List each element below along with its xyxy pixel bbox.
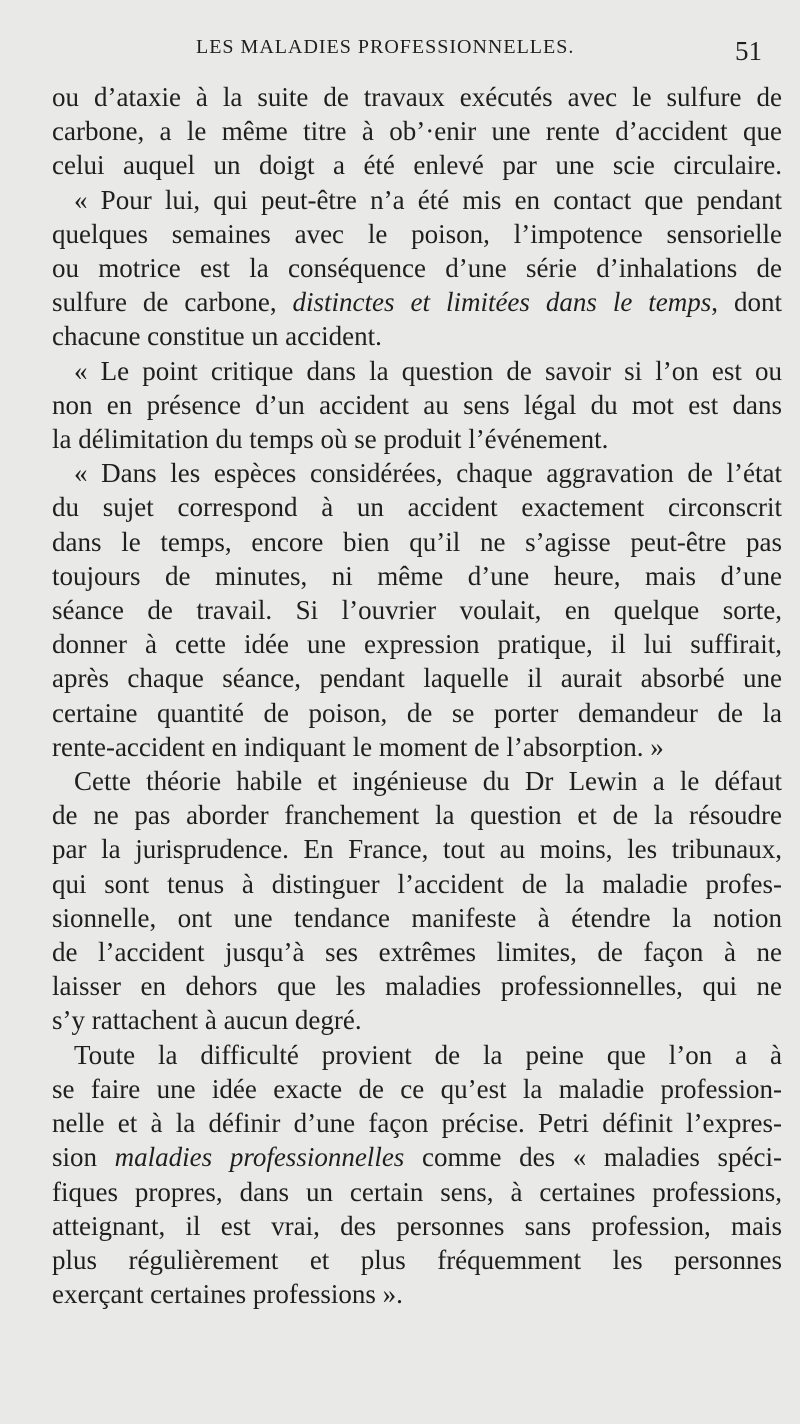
text-line: ou d’ataxie à la suite de travaux exécutés avec le sulfure de	[52, 82, 782, 112]
text-line: de l’accident jusqu’à ses extrêmes limites, de façon à ne	[52, 937, 782, 968]
italic-text-segment: distinctes et limitées dans le temps	[292, 287, 712, 318]
text-line: « Pour lui, qui peut-être n’a été mis en contact que pendant	[74, 184, 782, 215]
text-line: Toute la difficulté provient de la peine que l’on a à	[74, 1039, 782, 1070]
text-line: séance de travail. Si l’ouvrier voulait, en quelque sorte,	[52, 595, 782, 626]
text-line: Cette théorie habile et ingénieuse du Dr Lewin a le défaut	[74, 766, 782, 797]
text-line: sionnelle, ont une tendance manifeste à étendre la notion	[52, 902, 782, 933]
text-line: fiques propres, dans un certain sens, à certaines professions,	[52, 1176, 782, 1207]
text-line: nelle et à la définir d’une façon précise. Petri définit l’expres-	[52, 1108, 782, 1139]
text-line: de ne pas aborder franchement la question et de la résoudre	[52, 800, 782, 831]
text-segment: , dont	[711, 287, 783, 318]
text-line: plus régulièrement et plus fréquemment les personnes	[52, 1244, 782, 1275]
text-line: ou motrice est la conséquence d’une série d’inhalations de	[52, 253, 782, 284]
text-line: exerçant certaines professions ».	[52, 1279, 403, 1310]
text-line	[52, 285, 782, 319]
text-line: par la jurisprudence. En France, tout au moins, les tribunaux,	[52, 834, 782, 865]
text-line: carbone, a le même titre à ob’·enir une rente d’accident que	[52, 116, 782, 147]
text-line: « Le point critique dans la question de savoir si l’on est ou	[74, 355, 782, 386]
text-line	[52, 1140, 782, 1174]
text-line: se faire une idée exacte de ce qu’est la maladie profession-	[52, 1073, 782, 1104]
running-head	[52, 36, 772, 72]
text-line: donner à cette idée une expression pratique, il lui suffirait,	[52, 629, 782, 660]
text-line: qui sont tenus à distinguer l’accident de la maladie profes-	[52, 868, 782, 899]
text-line: du sujet correspond à un accident exactement circonscrit	[52, 492, 782, 523]
text-line: rente-accident en indiquant le moment de l’absorption. »	[52, 731, 664, 762]
text-line: toujours de minutes, ni même d’une heure, mais d’une	[52, 560, 782, 591]
text-line: laisser en dehors que les maladies professionnelles, qui ne	[52, 971, 782, 1002]
text-line: « Dans les espèces considérées, chaque aggravation de l’état	[74, 458, 782, 489]
body-text	[52, 80, 782, 1311]
text-line: la délimitation du temps où se produit l’événement.	[52, 424, 609, 455]
text-line: celui auquel un doigt a été enlevé par une scie circulaire.	[52, 150, 782, 181]
italic-text-segment: maladies professionnelles	[114, 1142, 405, 1173]
text-line: chacune constitue un accident.	[52, 321, 382, 352]
running-title: LES MALADIES PROFESSIONNELLES.	[196, 36, 575, 58]
page-number: 51	[735, 36, 762, 66]
text-line: après chaque séance, pendant laquelle il aurait absorbé une	[52, 663, 782, 694]
text-line: certaine quantité de poison, de se porter demandeur de la	[52, 697, 782, 728]
text-line: quelques semaines avec le poison, l’impotence sensorielle	[52, 218, 782, 249]
text-line: atteignant, il est vrai, des personnes sans profession, mais	[52, 1210, 782, 1241]
text-line: dans le temps, encore bien qu’il ne s’agisse peut-être pas	[52, 526, 782, 557]
text-line: non en présence d’un accident au sens légal du mot est dans	[52, 389, 782, 420]
text-line: s’y rattachent à aucun degré.	[52, 1005, 362, 1036]
text-segment: sulfure de carbone,	[52, 287, 293, 318]
text-segment: sion	[52, 1142, 115, 1173]
text-segment: comme des « maladies spéci-	[404, 1142, 782, 1173]
